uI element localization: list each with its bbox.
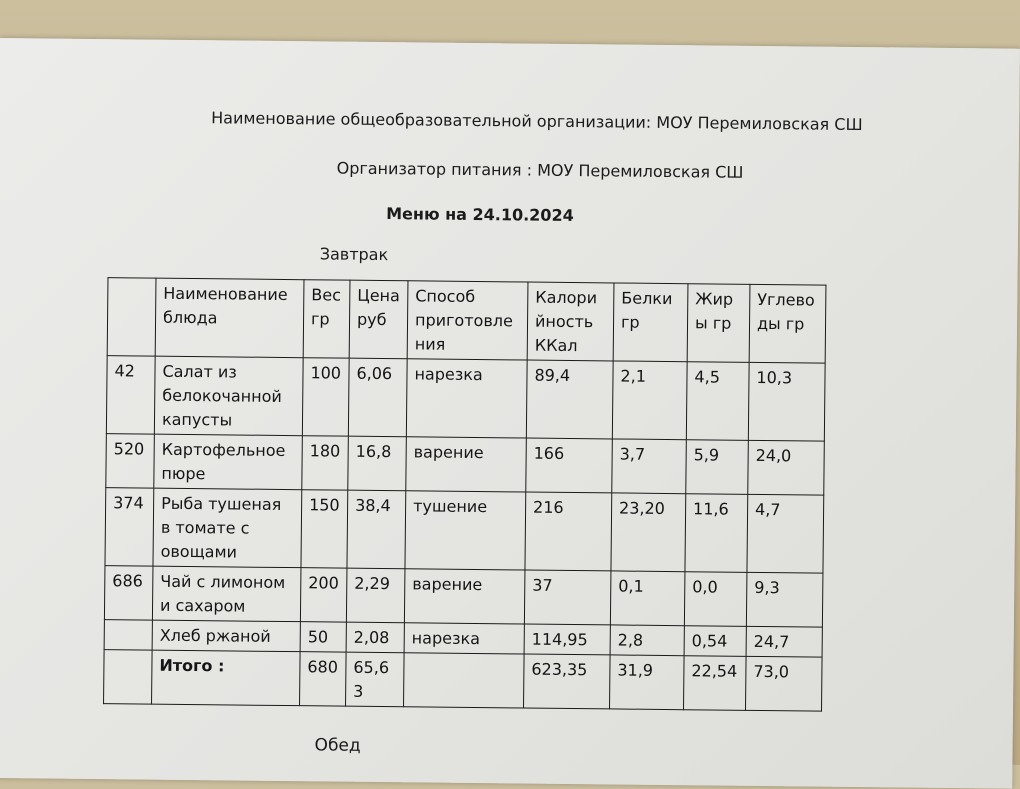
header-cell-recipe-no — [107, 278, 156, 356]
total-label: Итого : — [152, 650, 301, 706]
table-cell: 11,6 — [685, 494, 748, 573]
table-cell: 0,54 — [684, 626, 746, 657]
table-cell: 180 — [302, 436, 349, 490]
header-cell-weight: Вес гр — [303, 280, 350, 358]
header-cell-proteins: Белки гр — [613, 283, 688, 362]
table-header-row — [107, 278, 826, 364]
table-cell: 2,1 — [612, 361, 687, 440]
table-cell: 3,7 — [612, 439, 687, 494]
table-cell: 200 — [300, 568, 347, 622]
table-cell: 4,7 — [747, 494, 824, 573]
table-cell: 5,9 — [686, 440, 749, 495]
paper-sheet — [0, 38, 1020, 789]
table-row — [104, 566, 823, 628]
table-cell: Чай с лимоном и сахаром — [152, 566, 301, 622]
table-cell: 2,29 — [346, 568, 405, 623]
table-cell: 6,06 — [348, 358, 407, 437]
table-cell: 16,8 — [348, 436, 407, 491]
table-cell: 89,4 — [526, 360, 613, 439]
total-row — [104, 650, 823, 712]
total-carbs: 73,0 — [746, 656, 823, 711]
table-cell: нарезка — [404, 623, 524, 654]
table-cell: нарезка — [406, 359, 527, 438]
organizer-line: Организатор питания : МОУ Перемиловская СШ — [336, 158, 744, 182]
table-cell: 9,3 — [746, 572, 823, 627]
table-cell: 24,7 — [746, 626, 822, 657]
table-cell: 216 — [525, 492, 612, 571]
table-cell — [404, 653, 525, 708]
table-cell: 686 — [104, 566, 153, 620]
table-cell: 166 — [526, 438, 613, 493]
table-row — [106, 434, 825, 496]
table-cell: 520 — [106, 434, 155, 488]
table-cell: 38,4 — [347, 490, 406, 569]
table-cell: 0,1 — [610, 571, 685, 626]
table-cell: 50 — [300, 622, 346, 652]
table-cell — [104, 620, 152, 651]
table-cell: Салат из белокочанной капусты — [154, 356, 303, 436]
table-cell: 42 — [106, 356, 155, 434]
table-cell: 100 — [302, 358, 349, 436]
section-breakfast: Завтрак — [319, 244, 389, 265]
menu-date-title: Меню на 24.10.2024 — [386, 204, 574, 226]
table-row — [105, 488, 824, 574]
table-cell: 2,08 — [346, 622, 404, 653]
table-cell: варение — [406, 437, 527, 492]
table-cell: Рыба тушеная в томате с овощами — [153, 488, 302, 568]
header-cell-price: Цена руб — [349, 280, 408, 359]
table-cell: 114,95 — [524, 624, 610, 655]
total-fats: 22,54 — [684, 656, 747, 711]
total-weight: 680 — [300, 652, 347, 706]
table-cell: 150 — [301, 490, 348, 568]
table-row — [106, 356, 825, 442]
total-calories: 623,35 — [524, 654, 611, 709]
header-cell-fats: Жиры гр — [687, 284, 750, 363]
table-cell: Картофельное пюре — [154, 434, 303, 490]
total-price: 65,63 — [346, 652, 405, 707]
table-cell: 24,0 — [748, 440, 825, 495]
table-cell: 374 — [105, 488, 154, 566]
table-cell: 2,8 — [610, 625, 684, 656]
table-cell: тушение — [405, 491, 526, 570]
header-cell-carbs: Углеводы гр — [749, 284, 826, 363]
table-cell: 10,3 — [748, 362, 825, 441]
header-cell-calories: Калорийность ККал — [527, 282, 614, 361]
section-lunch: Обед — [314, 735, 361, 756]
menu-table — [103, 277, 826, 712]
header-cell-dish-name: Наименование блюда — [155, 278, 304, 358]
organization-line: Наименование общеобразовательной организации: МОУ Перемиловская СШ — [211, 108, 863, 135]
table-cell: 4,5 — [686, 362, 749, 441]
table-cell: 23,20 — [611, 493, 686, 572]
table-cell: варение — [404, 569, 525, 624]
table-cell: 0,0 — [684, 572, 747, 627]
total-proteins: 31,9 — [610, 655, 685, 710]
table-cell: 37 — [524, 570, 611, 625]
table-cell — [104, 650, 153, 704]
table-cell: Хлеб ржаной — [152, 620, 300, 652]
header-cell-cooking-method: Способ приготовления — [407, 281, 528, 360]
